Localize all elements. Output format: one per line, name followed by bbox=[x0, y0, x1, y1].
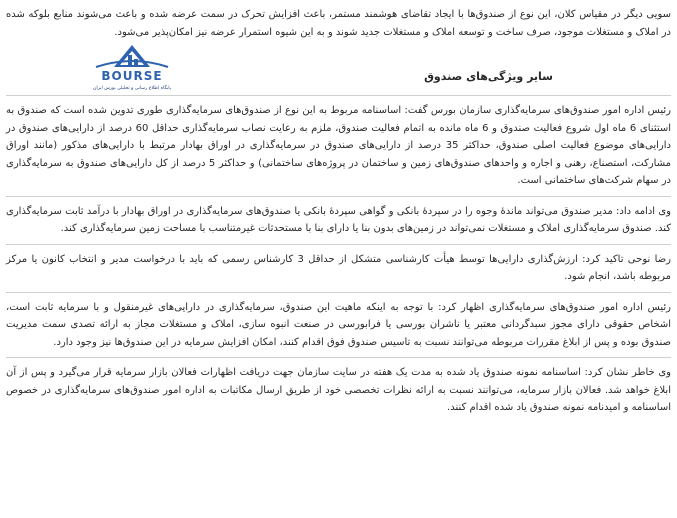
bourse-logo bbox=[86, 43, 178, 93]
paragraph-divider bbox=[6, 292, 671, 293]
logo-brand-text: BOURSE bbox=[101, 69, 163, 83]
paragraph-2: وی ادامه داد: مدیر صندوق می‌تواند ماندهٔ وجوه را در سپردهٔ بانکی و گواهی سپردهٔ بانکی یا صندوق‌های سرمایه‌گذاری در اوراق بهادار با درآمد ثابت سرمایه‌گذاری کند. صندوق سرمایه‌گذاری املاک و مستغلات نمی‌تواند در زمین‌های بدون بنا یا دارای بنا با مستحدثات غیرمتناسب با مساحت زمین سرمایه‌گذاری کند. bbox=[6, 205, 671, 234]
section-header bbox=[6, 45, 671, 91]
paragraph-1: رئیس اداره امور صندوق‌های سرمایه‌گذاری سازمان بورس گفت: اساسنامه مربوط به این نوع از صندوق‌های سرمایه‌گذاری طوری تدوین شده است که صندوق به استثنای 6 ماه اول شروع فعالیت صندوق و 6 ماه مانده به اتمام فعالیت صندوق، ملزم به رعایت نصاب سرمایه‌گذاری حداقل 60 درصد از دارایی‌های صندوق در دارایی‌های موضوع فعالیت اصلی صندوق، حداکثر 35 درصد از دارایی‌های صندوق در سرمایه‌گذاری در اوراق بهادار مرتبط با دارایی‌های مذکور (مانند اوراق مشارکت، استصناع، رهنی و اجاره و واحدهای صندوق‌های زمین و ساختمان در پروژه‌های ساختمانی) و حداکثر 5 درصد از کل دارایی‌های صندوق به سرمایه‌گذاری در سهام شرکت‌های ساختمانی است. bbox=[6, 105, 672, 186]
paragraph-divider bbox=[6, 244, 671, 245]
paragraph-divider bbox=[6, 196, 671, 197]
paragraph-divider bbox=[6, 357, 671, 358]
intro-paragraph: سویی دیگر در مقیاس کلان، این نوع از صندوق‌ها با ایجاد تقاضای هوشمند مستمر، باعث افزایش تحرک در سمت عرضه شده و باعث می‌شوند منابع بلوکه شده در املاک و مستغلات موجود، صرف ساخت و توسعه املاک و مستغلات جدید شوند و به این شیوه استمرار عرضه نیز امکان‌پذیر می‌شود. bbox=[6, 9, 671, 38]
paragraph-3: رضا نوحی تاکید کرد: ارزش‌گذاری دارایی‌ها توسط هیأت کارشناسی متشکل از حداقل 3 کارشناس رسمی که باید با درخواست مدیر و انتخاب کانون یا مرکز مربوطه باشد، انجام شود. bbox=[6, 253, 671, 282]
paragraph-5: وی خاطر نشان کرد: اساسنامه نمونه صندوق یاد شده به مدت یک هفته در سایت سازمان جهت دریافت اظهارات فعالان بازار سرمایه قرار می‌گیرد و پس از آن ابلاغ خواهد شد. فعالان بازار سرمایه، می‌توانند نسبت به ارائه نظرات تخصصی خود از طریق ارسال مکاتبات به اداره امور صندوق‌های سرمایه‌گذاری در خصوص اساسنامه و امیدنامه نمونه صندوق یاد شده اقدام کنند. bbox=[6, 367, 671, 413]
paragraph-4: رئیس اداره امور صندوق‌های سرمایه‌گذاری اظهار کرد: با توجه به اینکه ماهیت این صندوق، سرمایه‌گذاری در دارایی‌های غیرمنقول و با سرمایه ثابت است، اشخاص حقوقی دارای مجوز سبدگردانی معتبر یا ناشران بورسی یا فرابورسی در صنعت انبوه سازی، املاک و مستغلات مجاز به ارائه تصدی سمت مدیریت صندوق بوده و پس از ابلاغ مقررات مربوطه می‌توانند نسبت به تاسیس صندوق فوق اقدام کنند، امکان افزایش سرمایه در این صندوق‌ها نیز وجود دارد. bbox=[6, 301, 671, 348]
section-heading: سایر ویژگی‌های صندوق bbox=[424, 70, 553, 83]
logo-tagline-text: پایگاه اطلاع رسانی و تحلیلی بورس ایران bbox=[93, 86, 171, 91]
heading-divider bbox=[6, 95, 671, 96]
